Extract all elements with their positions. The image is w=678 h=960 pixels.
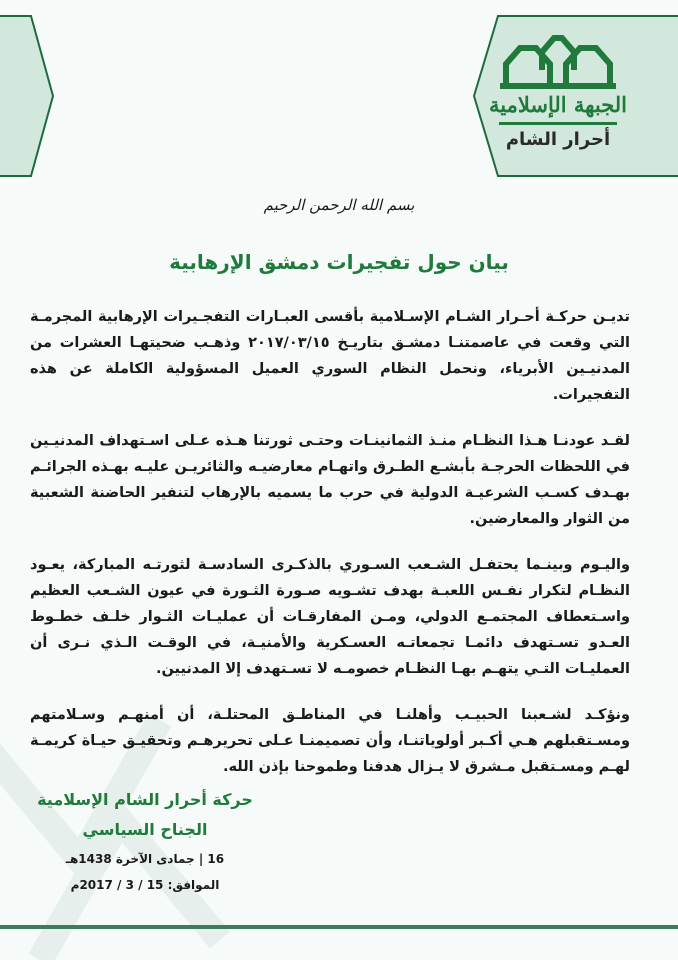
signature-wing: الجناح السياسي [82, 820, 208, 839]
signature-organization: حركة أحرار الشام الإسلامية [37, 790, 253, 809]
organization-logo [488, 30, 628, 168]
logo-divider [499, 122, 617, 125]
footer-divider [0, 925, 678, 929]
paragraph-3: واليـوم وبينـما يحتفـل الشـعب السـوري بالذكـرى السادسـة لثورتـه المباركة، يعـود النظـام لتكرار نفـس اللعبـة بهدف تشـويه صـورة الثـورة في عيون الشـعب العظيم واسـتعطاف المجتمـع الدولي، ومـن المفارقـات أن عمليـات الثـوار خلـف خطـوط العـدو تسـتهدف دائمـا تجمعاتـه العسـكرية والأمنيـة، في الوقـت الـذي نـرى أن العمليـات التـي يتهـم بهـا النظـام خصومـه لا تسـتهدف إلا المدنيين. [30, 557, 630, 677]
signature-block [30, 785, 260, 897]
logo-name: أحرار الشام [505, 129, 611, 150]
paragraph-4: ونؤكـد لشـعبنا الحبيـب وأهلنـا في المناطـق المحتلـة، أن أمنهـم وسـلامتهم ومسـتقبلهم هـي أكـبر أولوياتنـا، وأن تصميمنـا عـلى تحريرهـم وتحقيـق حيـاة كريمـة لهـم ومسـتقبل مـشرق لا يـزال هدفنا وطموحنا بإذن الله. [30, 707, 630, 775]
arches-logo-icon [498, 30, 618, 90]
basmala: بسم الله الرحمن الرحيم [263, 196, 415, 214]
gregorian-date: الموافق: 15 / 3 / 2017م [70, 878, 220, 892]
paragraph-1: تديـن حركـة أحـرار الشـام الإسـلامية بأقسى العبـارات التفجـيرات الإرهابية المجرمـة التي وقعت في عاصمتنـا دمشـق بتاريـخ ٢٠١٧/٠٣/١٥ وذهـب ضحيتهـا العشرات من المدنيـين الأبرياء، ونحمل النظام السوري العميل المسؤولية الكاملة عن هذه التفجيرات. [30, 309, 630, 403]
document-body [30, 304, 630, 800]
paragraph-2: لقـد عودنـا هـذا النظـام منـذ الثمانينـات وحتـى ثورتنا هـذه عـلى اسـتهداف المدنيـين في اللحظات الحرجـة بأبشـع الطـرق واتهـام معارضيـه والثائريـن عليـه بهـذه الجرائـم بهـدف كسـب الشرعيـة الدولية في حرب ما يسميه بالإرهاب لتنفير الحاضنة الشعبية من الثوار والمعارضين. [30, 433, 630, 527]
hijri-date: 16 | جمادى الآخرة 1438هـ [65, 852, 225, 866]
logo-calligraphy: الجبهة الإسلامية [489, 92, 627, 117]
document-title: بيان حول تفجيرات دمشق الإرهابية [169, 250, 509, 274]
left-hexagon-decoration [0, 14, 56, 178]
